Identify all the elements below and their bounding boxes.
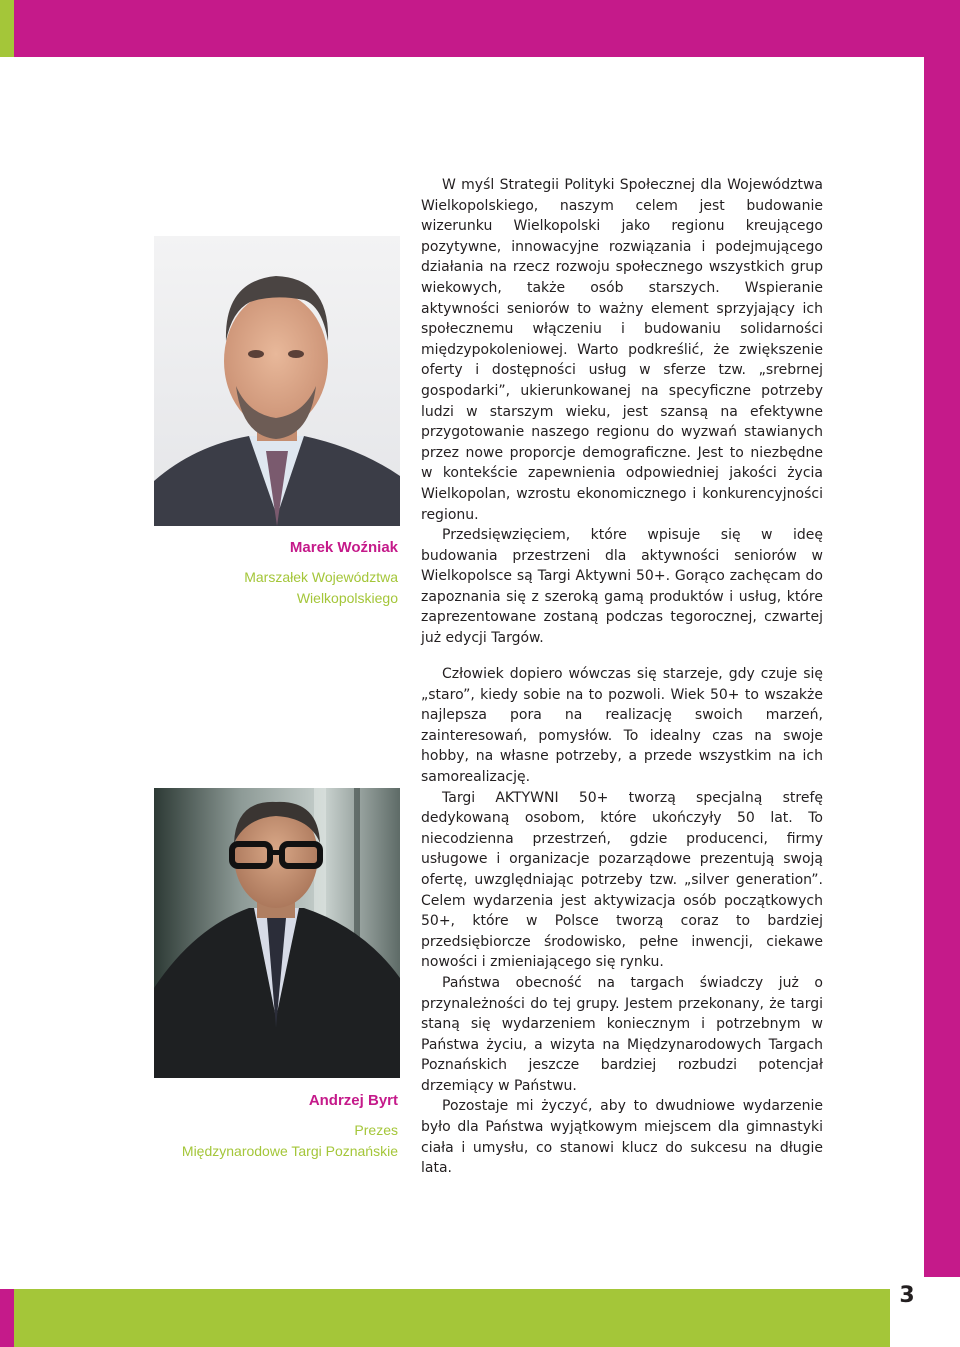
person-name: Marek Woźniak [289,539,398,556]
letter-text-marek-wozniak [421,175,823,649]
person-name: Andrzej Byrt [308,1092,398,1109]
top-green-bar [0,0,14,57]
paragraph: Pozostaje mi życzyć, aby to dwudniowe wydarzenie było dla Państwa wyjątkowym miejscem dla gimnastyki ciała i umysłu, co stanowi klucz do sukcesu na długie lata. [421,1098,823,1177]
paragraph: Państwa obecność na targach świadczy już o przynależności do tej grupy. Jestem przekonany, że targi staną się wydarzeniem koniecznym i potrzebnym w Państwa życiu, a wizyta na Międzynarodowych Targach Poznańskich jeszcze bardziej rozbudzi potencjał drzemiący w Państwu. [421,974,823,1094]
letter-text-andrzej-byrt [421,664,823,1179]
top-magenta-bar [14,0,960,57]
right-magenta-bar [924,57,960,1277]
paragraph: Człowiek dopiero wówczas się starzeje, gdy czuje się „staro”, kiedy sobie na to pozwoli. Wiek 50+ to wszakże najlepsza pora na realizację swoich marzeń, zainteresowań, pomysłów. To idealny czas na swoje hobby, na własne potrzeby, a przede wszystkim na ich samorealizację. [421,666,823,785]
paragraph: W myśl Strategii Polityki Społecznej dla Województwa Wielkopolskiego, naszym celem jest budowanie wizerunku Wielkopolski jako regionu kreującego pozytywne, innowacyjne rozwiązania i podejmującego działania na rzecz rozwoju społecznego wszystkich grup wiekowych, także osób starszych. Wspieranie aktywności seniorów to ważny element sprzyjający ich społecznemu włączeniu i budowaniu solidarności międzypokoleniowej. Warto podkreślić, że zwiększenie oferty i dostępności usług w sferze tzw. „srebrnej gospodarki”, ukierunkowanej na specyficzne potrzeby ludzi w starszym wieku, jest szansą na efektywne przygotowanie naszego regionu do wyzwań stawianych przez nowe proporcje demograficzne. Jest to niezbędne w kontekście zapewnienia odpowiedniej jakości życia Wielkopolan, wzrostu ekonomicznego i konkurencyjności regionu. [421,177,823,523]
caption-andrzej-byrt [182,1091,398,1162]
bottom-magenta-bar [0,1289,14,1347]
portrait-photo-andrzej-byrt [154,788,400,1078]
bottom-green-bar [14,1289,890,1347]
paragraph: Przedsięwzięciem, które wpisuje się w ideę budowania przestrzeni dla aktywności seniorów w Wielkopolsce są Targi Aktywni 50+. Gorąco zachęcam do zapoznania się z szeroką gamą produktów i usług, które zaprezentowane zostaną podczas tegorocznej, czwartej już edycji Targów. [421,527,823,647]
person-role-line: Marszałek Województwa [244,569,398,585]
person-role-line: Wielkopolskiego [296,590,398,606]
page-number: 3 [899,1283,915,1308]
caption-marek-wozniak [244,538,398,609]
person-role-line: Prezes [354,1122,398,1138]
portrait-photo-marek-wozniak [154,236,400,526]
paragraph: Targi AKTYWNI 50+ tworzą specjalną strefę dedykowaną osobom, które ukończyły 50 lat. To niecodzienna przestrzeń, gdzie producenci, firmy usługowe i organizacje pozarządowe prezentują swoją ofertę, uwzględniając potrzeby tzw. „silver generation”. Celem wydarzenia jest aktywizacja osób początkowych 50+, które w Polsce tworzą coraz to bardziej przedsiębiorcze środowisko, pełne inwencji, ciekawe nowości i zmieniającego się rynku. [421,789,823,971]
person-role-line: Międzynarodowe Targi Poznańskie [181,1143,398,1159]
